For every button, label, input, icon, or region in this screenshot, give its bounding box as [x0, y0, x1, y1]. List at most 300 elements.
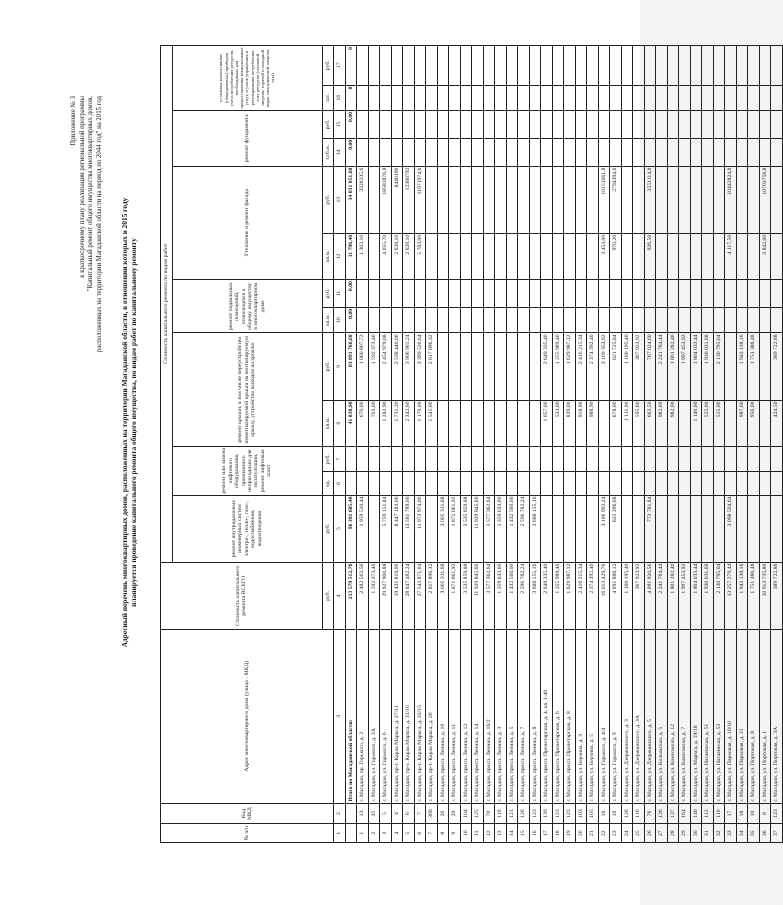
row-basement-area	[403, 307, 415, 332]
row-roof-cost: 1 060 807,72	[357, 333, 369, 400]
row-roof-area: 678,00	[610, 400, 622, 446]
row-foundation-cost	[679, 111, 691, 139]
row-foundation-cost	[575, 111, 587, 139]
row-foundation-cost	[529, 111, 541, 139]
table-row	[403, 46, 415, 843]
row-lifts-units	[506, 472, 518, 495]
table-row	[495, 46, 507, 843]
row-total: 3 577 362,64	[483, 562, 495, 629]
row-systems	[690, 495, 702, 562]
row-foundation-cost	[713, 111, 725, 139]
row-meters-count	[759, 85, 771, 110]
total-foundation-volume: 0,00	[345, 138, 357, 166]
row-meters-count	[483, 85, 495, 110]
row-foundation-volume	[449, 138, 461, 166]
row-meters-cost	[690, 46, 702, 86]
row-address: г. Магадан, пр-т. Карла Маркса, д. 33/15	[414, 629, 426, 803]
table-row	[633, 46, 645, 843]
unit-rub: руб.	[322, 446, 334, 471]
row-address: г. Магадан, ул. Портовая, д. 3А	[771, 629, 783, 803]
row-lifts-cost	[403, 446, 415, 471]
row-facade-cost: 11971974,6	[414, 166, 426, 233]
appendix-line: к краткосрочному плану реализации региональной программы	[78, 96, 86, 278]
row-basement-cost	[575, 280, 587, 308]
repair-table	[160, 45, 783, 843]
row-number: 37	[771, 824, 783, 843]
row-meters-count	[529, 85, 541, 110]
row-systems	[759, 495, 771, 562]
row-facade-area	[529, 233, 541, 279]
row-foundation-cost	[472, 111, 484, 139]
row-code: 10	[748, 803, 760, 824]
row-total: 29 927 900,88	[380, 562, 392, 629]
row-facade-cost	[472, 166, 484, 233]
row-address: г. Магадан, ул. Портовая, д. 1	[759, 629, 771, 803]
unit-rub: руб.	[322, 333, 334, 400]
total-basement-cost: 0,00	[345, 280, 357, 308]
header-roof: ремонт крыши, в том числе переустройство невентилируемой крыши на вентилируемую крышу, устройство выходов на кровлю	[172, 333, 322, 447]
row-lifts-units	[610, 472, 622, 495]
row-facade-area	[713, 233, 725, 279]
row-meters-count	[368, 85, 380, 110]
row-total: 11 929 845,60	[472, 562, 484, 629]
row-meters-count	[598, 85, 610, 110]
row-meters-count	[506, 85, 518, 110]
row-lifts-cost	[725, 446, 737, 471]
row-basement-cost	[403, 280, 415, 308]
row-basement-area	[713, 307, 725, 332]
row-foundation-cost	[449, 111, 461, 139]
row-basement-area	[380, 307, 392, 332]
row-total: 3 688 155,16	[529, 562, 541, 629]
total-label: Итого по Магаданской области:	[345, 629, 357, 803]
row-number: 1	[357, 824, 369, 843]
row-facade-cost	[702, 166, 714, 233]
row-number: 32	[713, 824, 725, 843]
row-total: 4 091 920,56	[644, 562, 656, 629]
row-roof-cost	[725, 333, 737, 400]
row-meters-cost	[587, 46, 599, 86]
row-facade-cost	[552, 166, 564, 233]
row-facade-area	[449, 233, 461, 279]
row-systems: 3 577 362,64	[483, 495, 495, 562]
row-meters-count	[449, 85, 461, 110]
row-address: г. Магадан, просп. Ленина, д. 16/2	[483, 629, 495, 803]
row-facade-cost: 18581876,8	[380, 166, 392, 233]
row-foundation-volume	[771, 138, 783, 166]
row-address: г. Магадан, ул. Парковая, д. 10/10	[725, 629, 737, 803]
row-facade-cost	[506, 166, 518, 233]
row-facade-area	[518, 233, 530, 279]
row-meters-cost	[472, 46, 484, 86]
row-roof-area: 1 170,00	[414, 400, 426, 446]
table-body	[345, 46, 782, 843]
total-foundation-cost: 0,00	[345, 111, 357, 139]
row-code: 5	[380, 803, 392, 824]
row-number: 25	[633, 824, 645, 843]
row-number: 21	[587, 824, 599, 843]
appendix-line: Приложение № 3	[70, 96, 77, 146]
row-foundation-volume	[621, 138, 633, 166]
row-code: 8	[759, 803, 771, 824]
row-meters-cost	[759, 46, 771, 86]
appendix-line: "Капитальный ремонт общего имущества многоквартирных домов,	[87, 96, 95, 292]
row-meters-cost	[667, 46, 679, 86]
row-basement-cost	[759, 280, 771, 308]
row-facade-area	[656, 233, 668, 279]
row-lifts-units	[495, 472, 507, 495]
row-meters-count	[656, 85, 668, 110]
table-row	[564, 46, 576, 843]
row-total: 2 241 764,44	[656, 562, 668, 629]
row-total: 1 592 373,40	[368, 562, 380, 629]
row-lifts-units	[679, 472, 691, 495]
row-code: 139	[541, 803, 553, 824]
row-basement-area	[483, 307, 495, 332]
row-systems: 1 432 560,00	[506, 495, 518, 562]
row-meters-count	[518, 85, 530, 110]
row-basement-area	[610, 307, 622, 332]
column-number: 11	[334, 280, 346, 308]
row-roof-cost: 767 024,60	[644, 333, 656, 400]
table-row	[702, 46, 714, 843]
table-row	[380, 46, 392, 843]
row-lifts-units	[725, 472, 737, 495]
row-foundation-volume	[460, 138, 472, 166]
row-basement-cost	[380, 280, 392, 308]
unit-kvm: кв.м.	[322, 307, 334, 332]
row-basement-cost	[437, 280, 449, 308]
row-meters-cost	[426, 46, 438, 86]
row-foundation-cost	[771, 111, 783, 139]
row-systems: 8 447 183,00	[391, 495, 403, 562]
row-roof-cost: 821 725,84	[610, 333, 622, 400]
row-facade-cost	[460, 166, 472, 233]
row-foundation-cost	[633, 111, 645, 139]
row-foundation-volume	[748, 138, 760, 166]
row-number: 31	[702, 824, 714, 843]
row-roof-area: 703,00	[368, 400, 380, 446]
row-roof-cost: 2 416 215,34	[575, 333, 587, 400]
row-basement-area	[644, 307, 656, 332]
appendix-line: расположенных на территории Магаданской области на период по 2044 год" на 2015 год	[95, 96, 103, 353]
row-facade-cost: 10703758,8	[759, 166, 771, 233]
row-facade-area	[541, 233, 553, 279]
row-number: 11	[472, 824, 484, 843]
row-basement-cost	[391, 280, 403, 308]
row-total: 3 535 859,88	[460, 562, 472, 629]
row-roof-cost: 367 923,92	[633, 333, 645, 400]
table-row	[610, 46, 622, 843]
row-lifts-cost	[437, 446, 449, 471]
row-facade-area	[472, 233, 484, 279]
unit-kvm: кв.м.	[322, 233, 334, 279]
row-foundation-cost	[541, 111, 553, 139]
row-roof-area	[449, 400, 461, 446]
row-meters-cost	[541, 46, 553, 86]
row-number: 34	[736, 824, 748, 843]
row-total: 19 431 819,00	[391, 562, 403, 629]
row-roof-area: 533,00	[552, 400, 564, 446]
row-foundation-cost	[460, 111, 472, 139]
row-code: 116	[633, 803, 645, 824]
row-basement-cost	[656, 280, 668, 308]
row-roof-cost	[449, 333, 461, 400]
row-foundation-volume	[667, 138, 679, 166]
row-code: 164	[679, 803, 691, 824]
row-foundation-volume	[759, 138, 771, 166]
row-number: 5	[403, 824, 415, 843]
row-lifts-units	[644, 472, 656, 495]
row-roof-cost	[483, 333, 495, 400]
table-row	[748, 46, 760, 843]
row-facade-cost	[483, 166, 495, 233]
row-foundation-cost	[506, 111, 518, 139]
row-roof-area: 1 057,00	[541, 400, 553, 446]
row-meters-cost	[518, 46, 530, 86]
row-address: г. Магадан, ул. Горького, д. 6	[380, 629, 392, 803]
row-lifts-cost	[449, 446, 461, 471]
row-facade-cost: 8446196	[391, 166, 403, 233]
row-total: 1 432 560,00	[506, 562, 518, 629]
row-roof-area	[472, 400, 484, 446]
row-meters-cost	[621, 46, 633, 86]
column-number: 9	[334, 333, 346, 400]
row-lifts-cost	[679, 446, 691, 471]
row-systems	[679, 495, 691, 562]
row-basement-cost	[506, 280, 518, 308]
row-meters-count	[644, 85, 656, 110]
row-roof-cost: 1 804 033,44	[690, 333, 702, 400]
column-number: 17	[334, 46, 346, 86]
row-basement-cost	[621, 280, 633, 308]
row-lifts-cost	[368, 446, 380, 471]
row-number: 30	[690, 824, 702, 843]
row-foundation-volume	[403, 138, 415, 166]
row-foundation-cost	[667, 111, 679, 139]
row-address: г. Магадан, просп. Пролетарская, д. 4, кв. 1-40	[541, 629, 553, 803]
row-address: г. Магадан, ул. Горького, д. 4/4	[598, 629, 610, 803]
row-address: г. Магадан, ул. Горького, д. 3А	[368, 629, 380, 803]
row-basement-area	[771, 307, 783, 332]
row-basement-cost	[736, 280, 748, 308]
row-systems	[702, 495, 714, 562]
row-meters-cost	[713, 46, 725, 86]
unit-rub: руб.	[322, 111, 334, 139]
row-facade-cost	[575, 166, 587, 233]
row-meters-count	[403, 85, 415, 110]
row-meters-cost	[552, 46, 564, 86]
total-row	[345, 46, 357, 843]
row-roof-cost: 1 592 373,40	[368, 333, 380, 400]
row-facade-area	[771, 233, 783, 279]
row-roof-area	[483, 400, 495, 446]
row-address: г. Магадан, просп. Ленина, д. 10	[437, 629, 449, 803]
row-roof-area: 987,00	[736, 400, 748, 446]
row-address: г. Магадан, просп. Ленина, д. 3	[495, 629, 507, 803]
row-roof-cost: 1 801 282,40	[667, 333, 679, 400]
row-number: 27	[656, 824, 668, 843]
row-facade-cost	[495, 166, 507, 233]
row-meters-cost	[748, 46, 760, 86]
row-systems	[633, 495, 645, 562]
row-facade-area: 4 055,70	[380, 233, 392, 279]
row-lifts-cost	[380, 446, 392, 471]
row-facade-area	[621, 233, 633, 279]
row-address: г. Магадан, ул. Комсомола, д. 7	[679, 629, 691, 803]
row-foundation-cost	[403, 111, 415, 139]
row-roof-cost: 3 906 901,24	[403, 333, 415, 400]
row-systems	[575, 495, 587, 562]
unit-rub: руб.	[322, 562, 334, 629]
row-lifts-units	[713, 472, 725, 495]
unit-ed: ед.	[322, 472, 334, 495]
row-systems: 1 871 061,92	[449, 495, 461, 562]
row-lifts-units	[529, 472, 541, 495]
row-lifts-cost	[460, 446, 472, 471]
column-number: 6	[334, 472, 346, 495]
header-num: № п/п	[161, 824, 334, 843]
table-row	[725, 46, 737, 843]
row-address: г. Магадан, пр. Горького, д. 2	[357, 629, 369, 803]
row-meters-cost	[564, 46, 576, 86]
row-roof-cost	[437, 333, 449, 400]
row-meters-count	[426, 85, 438, 110]
row-facade-cost	[748, 166, 760, 233]
row-lifts-units	[748, 472, 760, 495]
row-lifts-cost	[552, 446, 564, 471]
row-facade-area	[495, 233, 507, 279]
row-foundation-cost	[702, 111, 714, 139]
row-foundation-cost	[759, 111, 771, 139]
row-foundation-volume	[414, 138, 426, 166]
row-facade-area: 2 628,10	[403, 233, 415, 279]
row-total: 2 649 335,40	[541, 562, 553, 629]
row-meters-cost	[391, 46, 403, 86]
row-roof-cost: 3 399 520,64	[414, 333, 426, 400]
row-meters-count	[702, 85, 714, 110]
header-lifts: ремонт или замена лифтового оборудования, признанного непригодным для эксплуатации, ремонт лифтовых шахт	[172, 446, 322, 495]
row-code: 104	[460, 803, 472, 824]
row-foundation-cost	[357, 111, 369, 139]
row-meters-cost	[449, 46, 461, 86]
row-total: 1 801 282,40	[667, 562, 679, 629]
table-row	[541, 46, 553, 843]
row-code: 123	[552, 803, 564, 824]
row-lifts-cost	[575, 446, 587, 471]
header-total-cost: Стоимость капитального ремонта ВСЕГО	[161, 562, 323, 629]
table-row	[437, 46, 449, 843]
row-foundation-cost	[725, 111, 737, 139]
row-facade-cost: 10151061,8	[598, 166, 610, 233]
row-basement-area	[437, 307, 449, 332]
row-foundation-cost	[495, 111, 507, 139]
table-row	[506, 46, 518, 843]
row-meters-count	[610, 85, 622, 110]
row-number: 14	[506, 824, 518, 843]
row-roof-cost: 389 722,88	[771, 333, 783, 400]
row-lifts-cost	[529, 446, 541, 471]
row-address: г. Магадан, ул. Берзина, д. 3	[575, 629, 587, 803]
row-facade-cost	[736, 166, 748, 233]
row-facade-cost: 3328235,6	[357, 166, 369, 233]
row-roof-area: 1 731,20	[391, 400, 403, 446]
row-facade-area: 4 117,50	[725, 233, 737, 279]
row-total: 2 374 392,40	[587, 562, 599, 629]
row-meters-count	[391, 85, 403, 110]
row-roof-area	[495, 400, 507, 446]
row-lifts-units	[690, 472, 702, 495]
row-roof-area: 1 140,00	[690, 400, 702, 446]
row-address: г. Магадан, ул. Дзержинского, д. 5	[644, 629, 656, 803]
unit-sht: шт.	[322, 85, 334, 110]
row-code: 125	[472, 803, 484, 824]
row-basement-area	[460, 307, 472, 332]
row-total: 1 997 453,92	[679, 562, 691, 629]
row-address: г. Магадан, ул. Берзина, д. 5	[587, 629, 599, 803]
row-roof-area: 663,50	[644, 400, 656, 446]
row-lifts-cost	[690, 446, 702, 471]
row-basement-area	[598, 307, 610, 332]
row-systems: 3 098 504,64	[725, 495, 737, 562]
row-address: г. Магадан, ул. Горького, д. 9	[610, 629, 622, 803]
row-basement-area	[575, 307, 587, 332]
row-facade-area	[633, 233, 645, 279]
row-number: 16	[529, 824, 541, 843]
appendix-note	[70, 96, 104, 352]
table-row	[449, 46, 461, 843]
row-meters-count	[587, 85, 599, 110]
row-lifts-cost	[610, 446, 622, 471]
row-systems: 1 359 633,60	[495, 495, 507, 562]
row-basement-cost	[748, 280, 760, 308]
row-systems	[667, 495, 679, 562]
row-basement-area	[495, 307, 507, 332]
row-basement-area	[679, 307, 691, 332]
row-code: 17	[725, 803, 737, 824]
row-facade-cost	[518, 166, 530, 233]
row-facade-cost: 12380792	[403, 166, 415, 233]
table-row	[679, 46, 691, 843]
row-foundation-cost	[518, 111, 530, 139]
row-lifts-units	[736, 472, 748, 495]
row-foundation-volume	[426, 138, 438, 166]
row-facade-area	[460, 233, 472, 279]
row-lifts-units	[771, 472, 783, 495]
row-foundation-volume	[380, 138, 392, 166]
row-systems	[541, 495, 553, 562]
row-basement-area	[472, 307, 484, 332]
row-facade-cost	[633, 166, 645, 233]
row-roof-area: 1 283,90	[380, 400, 392, 446]
row-meters-count	[495, 85, 507, 110]
column-number: 7	[334, 446, 346, 471]
row-code: 119	[495, 803, 507, 824]
row-meters-cost	[679, 46, 691, 86]
row-roof-cost: 1 997 453,92	[679, 333, 691, 400]
row-facade-area: 5 783,00	[414, 233, 426, 279]
row-meters-cost	[483, 46, 495, 86]
row-facade-cost: 2551114,8	[644, 166, 656, 233]
row-meters-cost	[771, 46, 783, 86]
total-cell	[345, 824, 357, 843]
column-number: 13	[334, 166, 346, 233]
header-code: Код МКД	[161, 803, 334, 824]
row-meters-count	[541, 85, 553, 110]
row-lifts-units	[587, 472, 599, 495]
total-roof-cost: 83 091 766,68	[345, 333, 357, 400]
row-basement-cost	[725, 280, 737, 308]
